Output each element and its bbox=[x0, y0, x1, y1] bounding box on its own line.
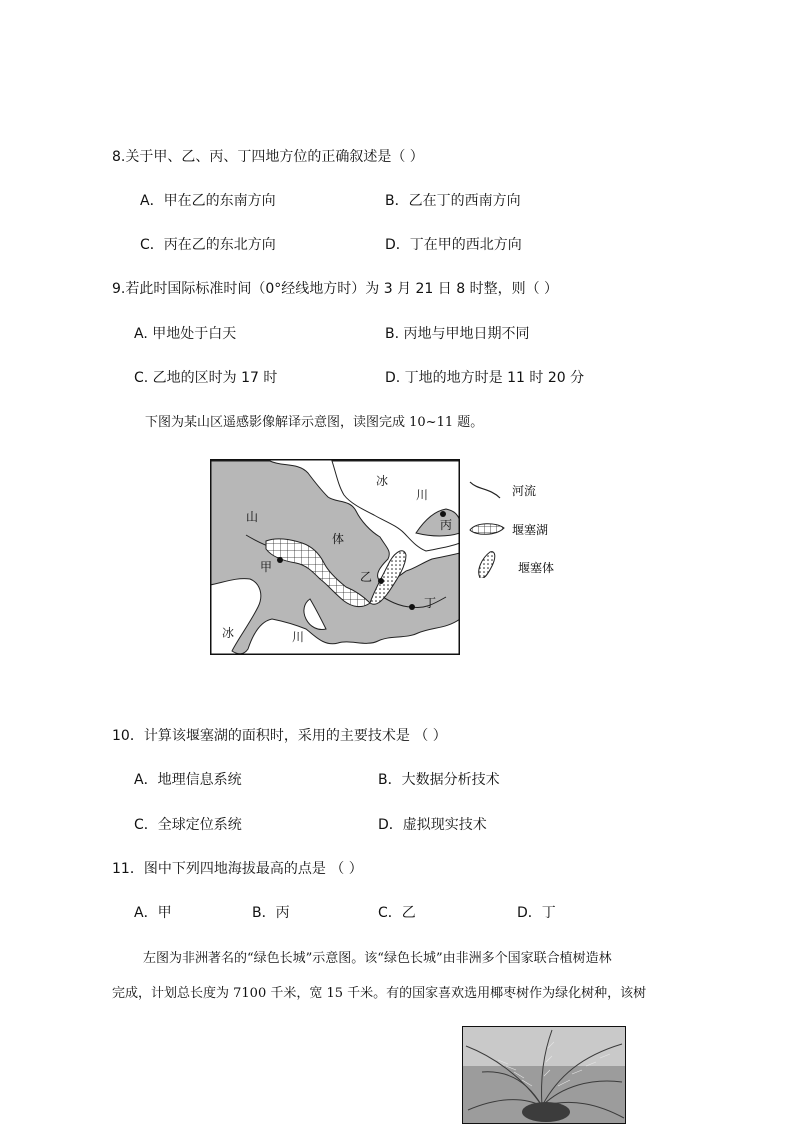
q8-option-b: B．乙在丁的西南方向 bbox=[385, 193, 521, 209]
q11-option-d: D．丁 bbox=[517, 905, 556, 921]
map-label-chuan-bottom: 川 bbox=[292, 630, 305, 644]
point-ding-marker bbox=[409, 604, 415, 610]
q8-option-a: A．甲在乙的东南方向 bbox=[140, 193, 276, 209]
q9-option-a: A. 甲地处于白天 bbox=[134, 326, 237, 342]
q11-stem: 11．图中下列四地海拔最高的点是 （ ） bbox=[112, 861, 363, 877]
map-legend bbox=[466, 478, 576, 578]
q8-option-d: D．丁在甲的西北方向 bbox=[385, 237, 522, 253]
point-yi-marker bbox=[378, 578, 384, 584]
date-palm-photo bbox=[462, 1026, 626, 1124]
passage-line-2: 完成，计划总长度为 7100 千米，宽 15 千米。有的国家喜欢选用椰枣树作为绿化树种，该树 bbox=[112, 986, 647, 1001]
q8-option-c: C．丙在乙的东北方向 bbox=[140, 237, 276, 253]
q11-option-c: C．乙 bbox=[378, 905, 416, 921]
q9-stem: 9.若此时国际标准时间（0°经线地方时）为 3 月 21 日 8 时整，则（ ） bbox=[112, 281, 559, 297]
q9-option-d: D. 丁地的地方时是 11 时 20 分 bbox=[385, 370, 585, 386]
dam-legend-icon bbox=[479, 552, 495, 578]
q10-stem: 10．计算该堰塞湖的面积时，采用的主要技术是 （ ） bbox=[112, 728, 447, 744]
q9-option-b: B. 丙地与甲地日期不同 bbox=[385, 326, 530, 342]
point-bing-marker bbox=[440, 511, 446, 517]
q8-stem: 8.关于甲、乙、丙、丁四地方位的正确叙述是（ ） bbox=[112, 149, 424, 165]
lake-legend-icon bbox=[470, 524, 504, 535]
map-label-jia: 甲 bbox=[260, 560, 273, 574]
map-label-bing3: 丙 bbox=[440, 518, 453, 532]
map-label-bing-bottom: 冰 bbox=[222, 626, 235, 640]
q9-option-c: C. 乙地的区时为 17 时 bbox=[134, 370, 278, 386]
q11-option-b: B．丙 bbox=[252, 905, 290, 921]
map-label-ti: 体 bbox=[332, 532, 345, 546]
map-label-bing: 冰 bbox=[376, 474, 389, 488]
intro-10-11: 下图为某山区遥感影像解译示意图，读图完成 10~11 题。 bbox=[145, 415, 484, 430]
q10-option-c: C．全球定位系统 bbox=[134, 817, 242, 833]
map-label-yi: 乙 bbox=[360, 570, 373, 584]
q10-option-b: B．大数据分析技术 bbox=[378, 772, 500, 788]
remote-sensing-map bbox=[210, 459, 460, 655]
map-label-ding: 丁 bbox=[424, 596, 437, 610]
q10-option-d: D．虚拟现实技术 bbox=[378, 817, 487, 833]
map-label-shan: 山 bbox=[246, 510, 259, 524]
passage-line-1: 左图为非洲著名的“绿色长城”示意图。该“绿色长城”由非洲多个国家联合植树造林 bbox=[143, 951, 612, 966]
q10-option-a: A．地理信息系统 bbox=[134, 772, 242, 788]
river-legend-icon bbox=[470, 482, 500, 498]
legend-lake-label: 堰塞湖 bbox=[512, 523, 549, 537]
legend-river-label: 河流 bbox=[512, 484, 537, 498]
map-label-chuan: 川 bbox=[416, 488, 429, 502]
point-jia-marker bbox=[277, 557, 283, 563]
q11-option-a: A．甲 bbox=[134, 905, 172, 921]
legend-dam-label: 堰塞体 bbox=[518, 561, 555, 575]
